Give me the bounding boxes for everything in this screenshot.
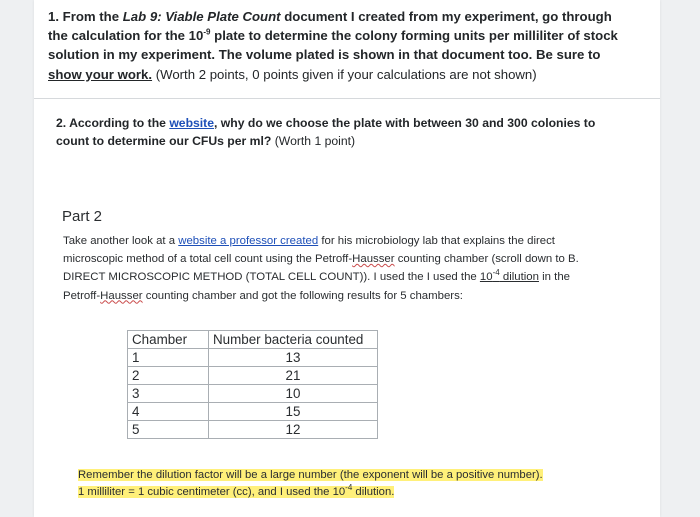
note-line-2-end: dilution. bbox=[352, 486, 395, 498]
q1-exponent: -9 bbox=[203, 27, 211, 37]
divider bbox=[34, 98, 660, 99]
part2-text-2: for his microbiology lab that explains the direct microscopic method of a total cell count using the Petroff- bbox=[63, 235, 555, 266]
q2-lead: 2. According to the bbox=[56, 116, 170, 130]
part2-text-3: counting chamber (scroll down to B. DIRECT MICROSCOPIC METHOD (TOTAL CELL COUNT)). I used the I used the bbox=[63, 253, 579, 284]
chamber-cell: 1 bbox=[128, 349, 209, 367]
part2-text-1: Take another look at a bbox=[63, 235, 179, 247]
q1-points: (Worth 2 points, 0 points given if your calculations are not shown) bbox=[155, 66, 537, 82]
header-chamber: Chamber bbox=[128, 331, 209, 349]
q1-lead: 1. From the bbox=[48, 9, 123, 24]
highlighted-note bbox=[78, 467, 598, 501]
q1-doc-title: Lab 9: Viable Plate Count bbox=[122, 9, 281, 24]
dilution-word: dilution bbox=[499, 271, 539, 284]
q1-show-work: show your work. bbox=[48, 66, 153, 82]
professor-website-link[interactable]: website a professor created bbox=[178, 235, 319, 247]
q2-rest: , why do we choose the plate with between 30 and 300 colonies to count to determine our CFUs per ml? bbox=[56, 116, 596, 148]
chamber-cell: 4 bbox=[128, 403, 209, 421]
chamber-cell: 5 bbox=[128, 421, 209, 439]
q2-website-link[interactable]: website bbox=[169, 116, 215, 130]
question-2 bbox=[56, 114, 616, 150]
part2-text-4: in the Petroff- bbox=[63, 271, 570, 302]
count-cell: 10 bbox=[209, 385, 378, 403]
results-table bbox=[127, 330, 378, 439]
q2-points: (Worth 1 point) bbox=[274, 134, 356, 148]
document-page bbox=[34, 0, 660, 517]
table-row bbox=[128, 367, 378, 385]
dilution-base: 10 bbox=[479, 271, 493, 284]
table-header-row bbox=[128, 331, 378, 349]
note-line-2: 1 milliliter = 1 cubic centimeter (cc), and I used the 10 bbox=[78, 486, 346, 498]
part2-text-5: counting chamber and got the following results for 5 chambers: bbox=[142, 289, 463, 302]
count-cell: 12 bbox=[209, 421, 378, 439]
hausser-word-2: Hausser bbox=[100, 289, 143, 302]
table-row bbox=[128, 403, 378, 421]
chamber-cell: 3 bbox=[128, 385, 209, 403]
table-row bbox=[128, 421, 378, 439]
question-1 bbox=[48, 7, 628, 84]
header-count: Number bacteria counted bbox=[209, 331, 378, 349]
q1-rest: plate to determine the colony forming units per milliliter of stock solution in my experiment. The volume plated is shown in that document too. Be sure to bbox=[48, 28, 618, 63]
count-cell: 13 bbox=[209, 349, 378, 367]
q1-mid: document I created from my experiment, go through the calculation for the 10 bbox=[48, 9, 612, 44]
chamber-cell: 2 bbox=[128, 367, 209, 385]
count-cell: 15 bbox=[209, 403, 378, 421]
note-line-1: Remember the dilution factor will be a large number (the exponent will be a positive number). bbox=[78, 469, 543, 481]
note-exponent: -4 bbox=[345, 483, 353, 493]
part2-title: Part 2 bbox=[62, 208, 103, 225]
dilution-exponent: -4 bbox=[492, 268, 500, 278]
table-row bbox=[128, 385, 378, 403]
hausser-word: Hausser bbox=[352, 253, 395, 266]
count-cell: 21 bbox=[209, 367, 378, 385]
table-row bbox=[128, 349, 378, 367]
part2-body bbox=[63, 232, 583, 305]
